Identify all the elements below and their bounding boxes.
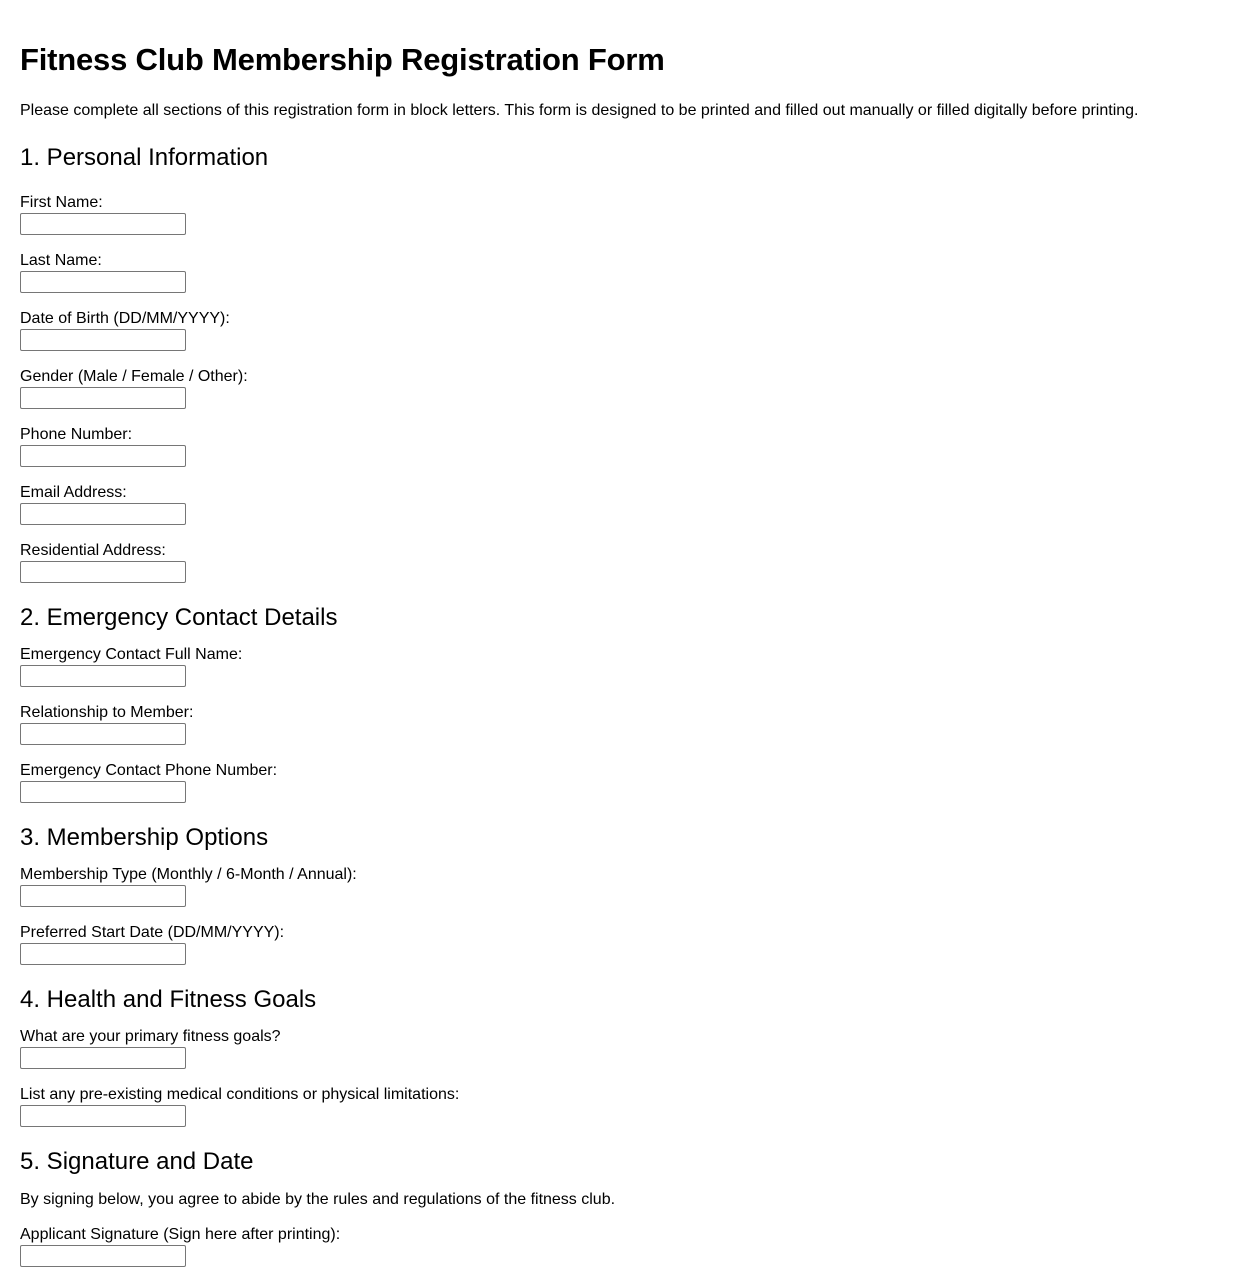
emergency-relationship-label: Relationship to Member: [20,704,194,721]
field-applicant-signature [20,1226,1247,1267]
field-phone [20,426,1247,467]
section-heading-signature: 5. Signature and Date [20,1148,254,1175]
field-first-name [20,194,1247,235]
gender-label: Gender (Male / Female / Other): [20,368,248,385]
section-heading-personal: 1. Personal Information [20,144,269,171]
field-gender [20,368,1247,409]
date-of-birth-input[interactable] [20,329,186,351]
phone-input[interactable] [20,445,186,467]
date-of-birth-label: Date of Birth (DD/MM/YYYY): [20,310,230,327]
emergency-relationship-input[interactable] [20,723,186,745]
section-heading-membership: 3. Membership Options [20,824,269,851]
residential-address-input[interactable] [20,561,186,583]
last-name-label: Last Name: [20,252,102,269]
email-input[interactable] [20,503,186,525]
medical-conditions-input[interactable] [20,1105,186,1127]
membership-type-input[interactable] [20,885,186,907]
field-medical-conditions [20,1086,1247,1127]
field-fitness-goals [20,1028,1247,1069]
applicant-signature-label: Applicant Signature (Sign here after printing): [20,1226,341,1243]
field-emergency-phone [20,762,1247,803]
field-email [20,484,1247,525]
medical-conditions-label: List any pre-existing medical conditions or physical limitations: [20,1086,460,1103]
emergency-name-label: Emergency Contact Full Name: [20,646,243,663]
field-emergency-relationship [20,704,1247,745]
first-name-label: First Name: [20,194,103,211]
section-heading-health: 4. Health and Fitness Goals [20,986,317,1013]
membership-type-label: Membership Type (Monthly / 6-Month / Annual): [20,866,357,883]
phone-label: Phone Number: [20,426,133,443]
residential-address-label: Residential Address: [20,542,166,559]
emergency-phone-input[interactable] [20,781,186,803]
last-name-input[interactable] [20,271,186,293]
field-start-date [20,924,1247,965]
field-emergency-name [20,646,1247,687]
gender-input[interactable] [20,387,186,409]
emergency-name-input[interactable] [20,665,186,687]
field-date-of-birth [20,310,1247,351]
start-date-input[interactable] [20,943,186,965]
fitness-goals-input[interactable] [20,1047,186,1069]
form-title: Fitness Club Membership Registration Form [20,42,665,77]
section-heading-emergency: 2. Emergency Contact Details [20,604,338,631]
fitness-goals-label: What are your primary fitness goals? [20,1028,281,1045]
start-date-label: Preferred Start Date (DD/MM/YYYY): [20,924,285,941]
field-membership-type [20,866,1247,907]
signature-agreement-note: By signing below, you agree to abide by the rules and regulations of the fitness club. [20,1191,616,1208]
applicant-signature-input[interactable] [20,1245,186,1267]
form-intro: Please complete all sections of this registration form in block letters. This form is designed to be printed and filled out manually or filled digitally before printing. [20,102,1139,119]
field-last-name [20,252,1247,293]
email-label: Email Address: [20,484,127,501]
first-name-input[interactable] [20,213,186,235]
emergency-phone-label: Emergency Contact Phone Number: [20,762,278,779]
field-residential-address [20,542,1247,583]
